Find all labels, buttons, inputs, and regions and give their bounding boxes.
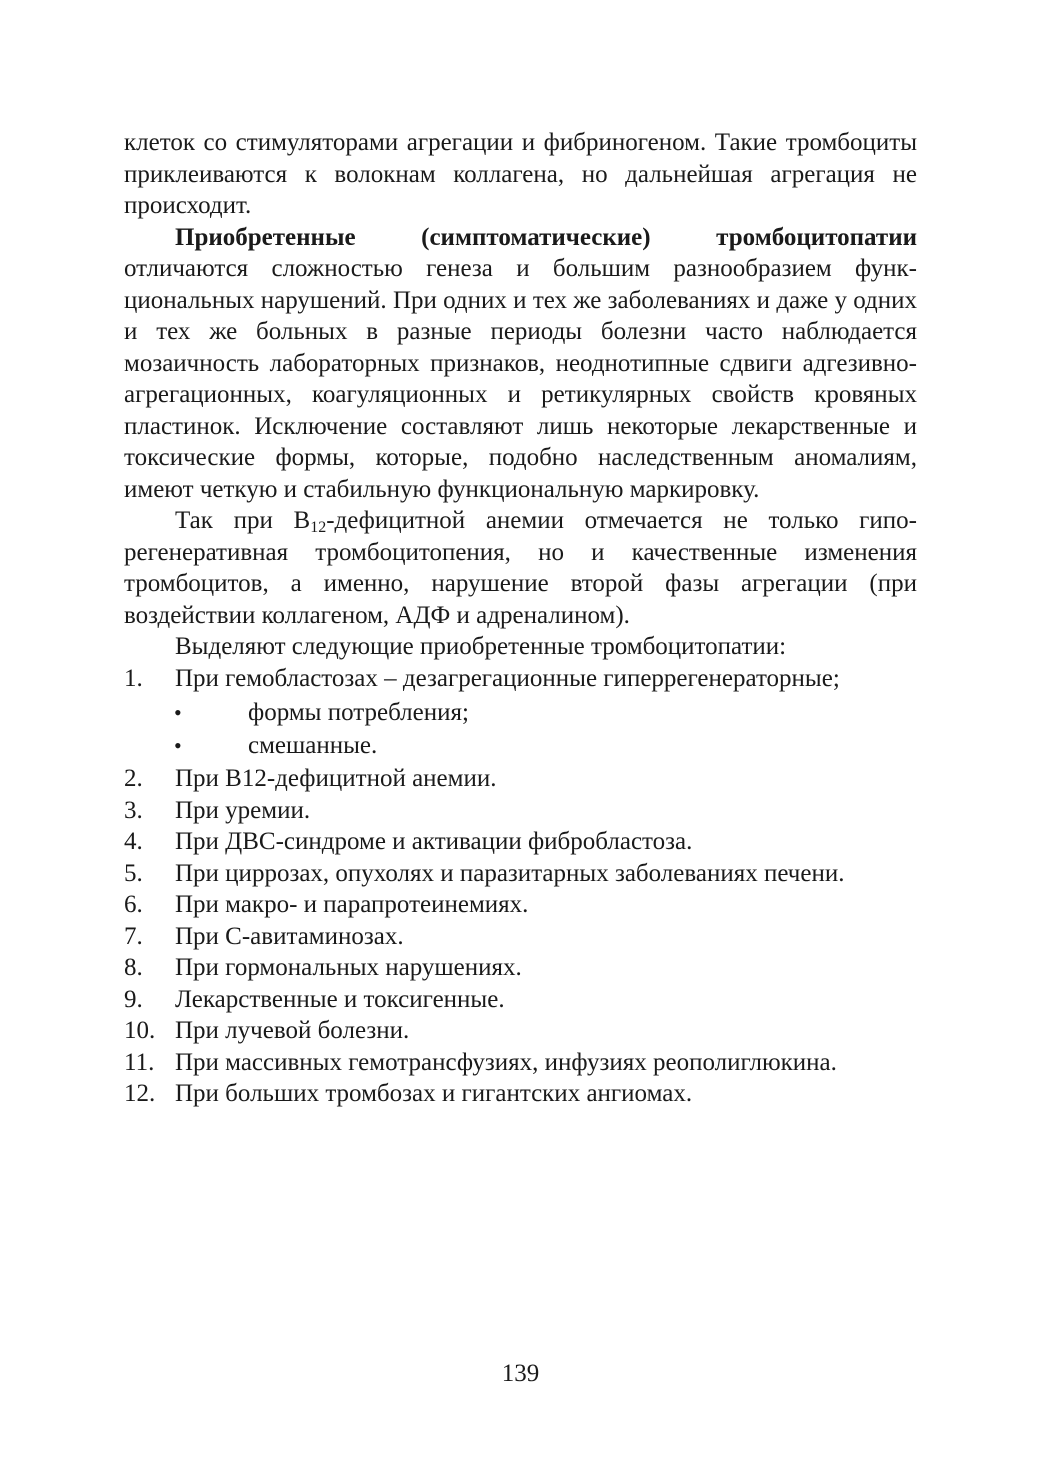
numbered-list-continued bbox=[124, 763, 917, 1110]
list-number: 9. bbox=[124, 985, 143, 1013]
list-item-text: При циррозах, опухолях и паразитарных заболеваниях печени. bbox=[175, 859, 845, 887]
list-number: 6. bbox=[124, 891, 143, 918]
list-item-text: При В12-дефицитной анемии. bbox=[175, 765, 497, 792]
list-item bbox=[124, 889, 917, 921]
list-item bbox=[124, 1015, 917, 1047]
list-number: 7. bbox=[124, 922, 143, 950]
bullet-item bbox=[124, 696, 917, 729]
bullet-item-text: смешанные. bbox=[248, 732, 378, 759]
bullet-item-text: формы потребления; bbox=[248, 699, 469, 726]
list-item bbox=[124, 858, 917, 890]
list-number: 10. bbox=[124, 1017, 156, 1044]
list-item-text: При уремии. bbox=[175, 796, 311, 824]
list-item-text: При С-авитаминозах. bbox=[175, 922, 404, 950]
list-number: 11. bbox=[124, 1048, 155, 1076]
list-item bbox=[124, 663, 917, 695]
list-item-text: При больших тромбозах и гигантских ангиомах. bbox=[175, 1080, 693, 1107]
paragraph-b12-anemia bbox=[124, 505, 917, 631]
paragraph-acquired-thrombocytopathies bbox=[124, 222, 917, 506]
list-intro: Выделяют следующие приобретенные тромбоцитопатии: bbox=[175, 633, 787, 660]
list-item-text: Лекарственные и токсигенные. bbox=[175, 985, 505, 1013]
list-item bbox=[124, 763, 917, 795]
list-item bbox=[124, 1047, 917, 1079]
list-item-text: При гормональных нарушениях. bbox=[175, 954, 522, 981]
list-item-text: При ДВС-синдроме и активации фибробластоза. bbox=[175, 828, 693, 855]
list-item bbox=[124, 921, 917, 953]
list-number: 12. bbox=[124, 1080, 156, 1107]
bullet-item bbox=[124, 729, 917, 762]
list-number: 8. bbox=[124, 954, 143, 981]
list-number: 4. bbox=[124, 828, 143, 855]
list-number: 3. bbox=[124, 796, 143, 824]
paragraph-continuation: клеток со стимуляторами агрегации и фибриногеном. Такие тромбоциты приклеиваются к волокнам коллагена, но дальнейшая агрегация не происходит. bbox=[124, 129, 917, 219]
page-number: 139 bbox=[501, 1360, 540, 1387]
list-item bbox=[124, 1078, 917, 1110]
paragraph-text: отличаются сложностью генеза и большим разнообразием функциональных нарушений. При одних и тех же заболеваниях и даже у одних и тех же больных в разные периоды болезни часто наблюдается мозаичность лабораторных признаков, неоднотипные сдвиги адгезивно-агрегационных, коагуляционных и ретикулярных свойств кровяных пластинок. Исключение составляют лишь некоторые лекарственные и токсические формы, которые, подобно наследственным аномалиям, имеют четкую и стабильную функциональную маркировку. bbox=[124, 255, 917, 503]
bullet-marker: • bbox=[174, 733, 182, 758]
bullet-marker: • bbox=[174, 700, 182, 725]
list-number: 2. bbox=[124, 765, 143, 792]
list-number: 1. bbox=[124, 664, 143, 692]
bold-term: Приобретенные (симптоматические) тромбоцитопатии bbox=[175, 223, 917, 251]
list-item-text: При макро- и парапротеинемиях. bbox=[175, 891, 529, 918]
list-item bbox=[124, 952, 917, 984]
paragraph-text: -дефицитной анемии отмечается не только гипорегенеративная тромбоцитопения, но и качественные изменения тромбоцитов, а именно, нарушение второй фазы агрегации (при воздействии коллагеном, АДФ и адреналином). bbox=[124, 507, 917, 629]
list-item-text: При лучевой болезни. bbox=[175, 1017, 410, 1044]
paragraph-text-start: Так при В bbox=[175, 507, 311, 534]
list-item-text: При массивных гемотрансфузиях, инфузиях реополиглюкина. bbox=[175, 1048, 837, 1076]
list-item bbox=[124, 795, 917, 827]
list-number: 5. bbox=[124, 859, 143, 887]
numbered-list bbox=[124, 663, 917, 695]
list-item-text: При гемобластозах – дезагрегационные гиперрегенераторные; bbox=[175, 664, 840, 692]
list-item bbox=[124, 984, 917, 1016]
body-text bbox=[124, 127, 917, 1110]
bullet-list bbox=[124, 696, 917, 762]
subscript: 12 bbox=[310, 519, 327, 536]
list-item bbox=[124, 826, 917, 858]
